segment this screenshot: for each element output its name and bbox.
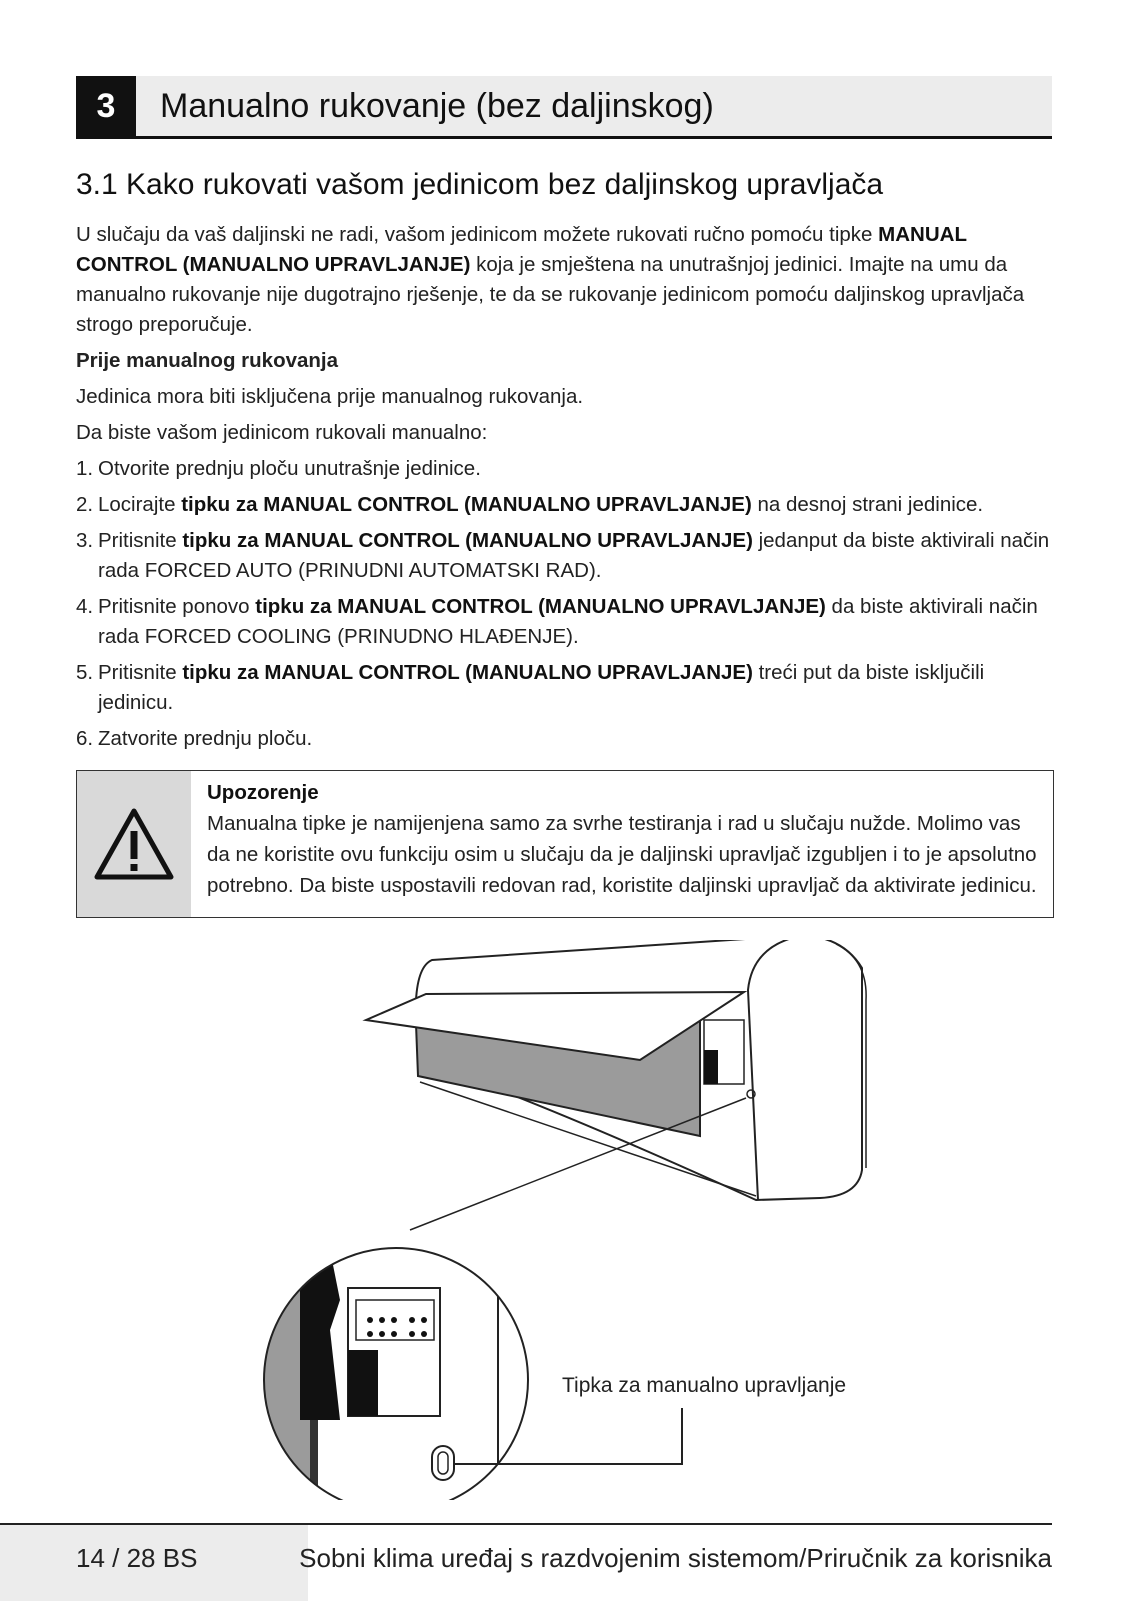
before-title: Prije manualnog rukovanja	[76, 349, 339, 372]
footer-title: Sobni klima uređaj s razdvojenim sistemom/Priručnik za korisnika	[299, 1543, 1052, 1573]
manual-control-button	[432, 1446, 454, 1480]
warning-title: Upozorenje	[207, 781, 319, 804]
list-item: 4. Pritisnite ponovo tipku za MANUAL CONTROL (MANUALNO UPRAVLJANJE) da biste aktivirali način rada FORCED COOLING (PRINUDNO HLAĐENJE).	[76, 595, 1038, 648]
list-item: 1. Otvorite prednju ploču unutrašnje jedinice.	[76, 457, 481, 480]
before-line-2: Da biste vašom jedinicom rukovali manualno:	[76, 421, 488, 444]
warning-text: Manualna tipke je namijenjena samo za svrhe testiranja i rad u slučaju nužde. Molimo vas da ne koristite ovu funkciju osim u slučaju da je daljinski upravljač izgubljen i to je apsolutno potrebno. Da biste uspostavili redovan rad, koristite daljinski upravljač da aktivirate jedinicu.	[207, 812, 1037, 897]
page-number: 14 / 28 BS	[76, 1543, 198, 1573]
list-item: 6. Zatvorite prednju ploču.	[76, 727, 313, 750]
section-number: 3	[76, 76, 136, 136]
steps-list	[76, 454, 1056, 754]
warning-side	[77, 771, 191, 917]
warning-box	[76, 770, 1054, 918]
warning-text-block	[207, 777, 1043, 901]
list-item: 5. Pritisnite tipku za MANUAL CONTROL (MANUALNO UPRAVLJANJE) treći put da biste isključili jedinicu.	[76, 661, 985, 714]
list-item: 3. Pritisnite tipku za MANUAL CONTROL (MANUALNO UPRAVLJANJE) jedanput da biste aktivirali način rada FORCED AUTO (PRINUDNI AUTOMATSKI RAD).	[76, 529, 1050, 582]
before-line-1: Jedinica mora biti isključena prije manualnog rukovanja.	[76, 385, 584, 408]
section-header	[76, 76, 1052, 139]
list-item: 2. Locirajte tipku za MANUAL CONTROL (MANUALNO UPRAVLJANJE) na desnoj strani jedinice.	[76, 493, 984, 516]
subsection-title: 3.1 Kako rukovati vašom jedinicom bez daljinskog upravljača	[76, 168, 884, 201]
intro-paragraph: U slučaju da vaš daljinski ne radi, vašom jedinicom možete rukovati ručno pomoću tipke MANUAL CONTROL (MANUALNO UPRAVLJANJE) koja je smještena na unutrašnjoj jedinici. Imajte na umu da manualno rukovanje nije dugotrajno rješenje, te da se rukovanje jedinicom pomoću daljinskog upravljača strogo preporučuje.	[76, 223, 1025, 336]
warning-triangle-icon	[93, 807, 175, 881]
ac-unit-illustration	[240, 940, 870, 1500]
section-title: Manualno rukovanje (bez daljinskog)	[160, 87, 714, 125]
callout-label: Tipka za manualno upravljanje	[562, 1374, 847, 1397]
footer-divider	[0, 1523, 1052, 1525]
main-content	[76, 220, 1056, 760]
